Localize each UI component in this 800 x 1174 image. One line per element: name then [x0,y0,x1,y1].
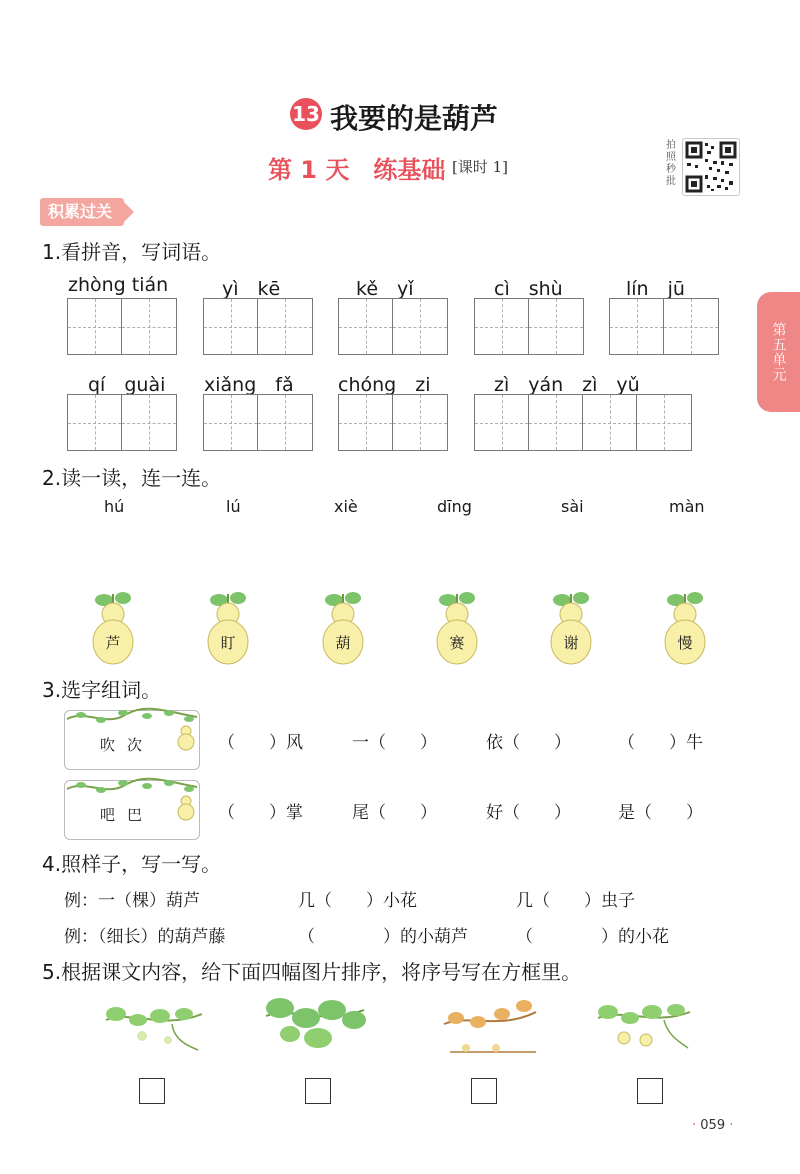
pinyin-label: lín jū [626,278,685,300]
pinyin-item: màn [669,497,705,516]
writing-cell[interactable] [475,395,529,450]
gourd-icon [175,723,197,753]
gourd-icon[interactable] [663,590,707,666]
q5-title: 5.根据课文内容，给下面四幅图片排序，将序号写在方框里。 [42,960,582,984]
order-answer-box[interactable] [637,1078,663,1104]
lesson-title: 我要的是葫芦 [330,102,499,135]
day-title: 第 1 天 练基础 [268,156,446,184]
fill-blank[interactable]: 一（ ） [352,733,437,753]
fill-blank[interactable]: （ ）掌 [218,803,303,823]
vine-picture-2 [262,990,368,1060]
writing-box-linju[interactable] [609,298,719,355]
pinyin-label: zhòng tián [68,274,169,296]
writing-cell[interactable] [393,299,447,354]
example-text: 例：一（棵）葫芦 [64,891,200,911]
gourd-icon [175,793,197,823]
fill-blank[interactable]: 几（ ）虫子 [516,891,635,911]
unit-side-tab: 第五单元 [757,292,800,412]
pinyin-label: cì shù [494,278,563,300]
gourd-char: 盯 [220,634,236,652]
gourd-icon[interactable] [435,590,479,666]
pinyin-label: kě yǐ [356,278,414,300]
fill-blank[interactable]: （ ）的小葫芦 [298,927,468,947]
q1-title: 1.看拼音，写词语。 [42,240,222,264]
order-answer-box[interactable] [471,1078,497,1104]
writing-cell[interactable] [610,299,664,354]
writing-box-yike[interactable] [203,298,313,355]
writing-cell[interactable] [529,299,583,354]
writing-box-keyi[interactable] [338,298,448,355]
writing-cell[interactable] [475,299,529,354]
writing-cell[interactable] [393,395,447,450]
writing-box-zhongtian[interactable] [67,298,177,355]
writing-box-ziyanziyu[interactable] [474,394,692,451]
example-text: 例：（细长）的葫芦藤 [64,927,226,947]
pinyin-label: chóng zi [338,374,431,396]
writing-box-chongzi[interactable] [338,394,448,451]
vine-picture-3 [440,990,540,1060]
q3-title: 3.选字组词。 [42,678,162,702]
writing-cell[interactable] [583,395,637,450]
fill-blank[interactable]: 是（ ） [618,803,703,823]
q4-title: 4.照样子，写一写。 [42,852,222,876]
order-answer-box[interactable] [305,1078,331,1104]
page-number-value: 059 [700,1118,726,1133]
writing-box-xiangfa[interactable] [203,394,313,451]
pinyin-item: hú [104,497,125,516]
pinyin-item: lú [226,497,241,516]
fill-blank[interactable]: 好（ ） [486,803,571,823]
char-pair: 吹次 [100,736,155,754]
pinyin-label: yì kē [222,278,281,300]
writing-cell[interactable] [664,299,718,354]
char-pair: 吧巴 [100,806,155,824]
gourd-char: 葫 [335,634,351,652]
period-label: [课时 1] [452,158,509,176]
writing-box-cishu[interactable] [474,298,584,355]
gourd-icon[interactable] [91,590,135,666]
page-number: · 059 · [692,1118,734,1133]
writing-cell[interactable] [258,299,312,354]
gourd-icon[interactable] [321,590,365,666]
writing-cell[interactable] [204,299,258,354]
order-answer-box[interactable] [139,1078,165,1104]
fill-blank[interactable]: （ ）的小花 [516,927,669,947]
pinyin-label: zì yán zì yǔ [494,374,640,396]
pinyin-label: xiǎng fǎ [204,374,294,396]
lesson-number-badge: 13 [290,98,322,130]
gourd-char: 赛 [449,634,465,652]
writing-cell[interactable] [339,299,393,354]
fill-blank[interactable]: 依（ ） [486,733,571,753]
writing-cell[interactable] [68,299,122,354]
vine-picture-4 [594,990,694,1060]
q2-title: 2.读一读，连一连。 [42,466,222,490]
writing-cell[interactable] [637,395,691,450]
writing-cell[interactable] [258,395,312,450]
writing-cell[interactable] [68,395,122,450]
vine-picture-1 [102,990,206,1060]
pinyin-item: xiè [334,497,358,516]
pinyin-item: sài [561,497,584,516]
section-label: 积累过关 [40,198,124,226]
qr-code[interactable] [682,138,740,196]
writing-cell[interactable] [529,395,583,450]
fill-blank[interactable]: 尾（ ） [352,803,437,823]
writing-cell[interactable] [204,395,258,450]
pinyin-item: dīng [437,497,472,516]
writing-cell[interactable] [122,395,176,450]
writing-cell[interactable] [339,395,393,450]
gourd-char: 慢 [677,634,693,652]
fill-blank[interactable]: （ ）风 [218,733,303,753]
pinyin-label: qí guài [88,374,166,396]
qr-label: 拍照秒批 [666,140,676,187]
gourd-char: 谢 [563,634,579,652]
qr-code-icon [683,139,739,195]
writing-cell[interactable] [122,299,176,354]
gourd-icon[interactable] [206,590,250,666]
fill-blank[interactable]: 几（ ）小花 [298,891,417,911]
gourd-icon[interactable] [549,590,593,666]
writing-box-qiguai[interactable] [67,394,177,451]
gourd-char: 芦 [105,634,121,652]
fill-blank[interactable]: （ ）牛 [618,733,703,753]
